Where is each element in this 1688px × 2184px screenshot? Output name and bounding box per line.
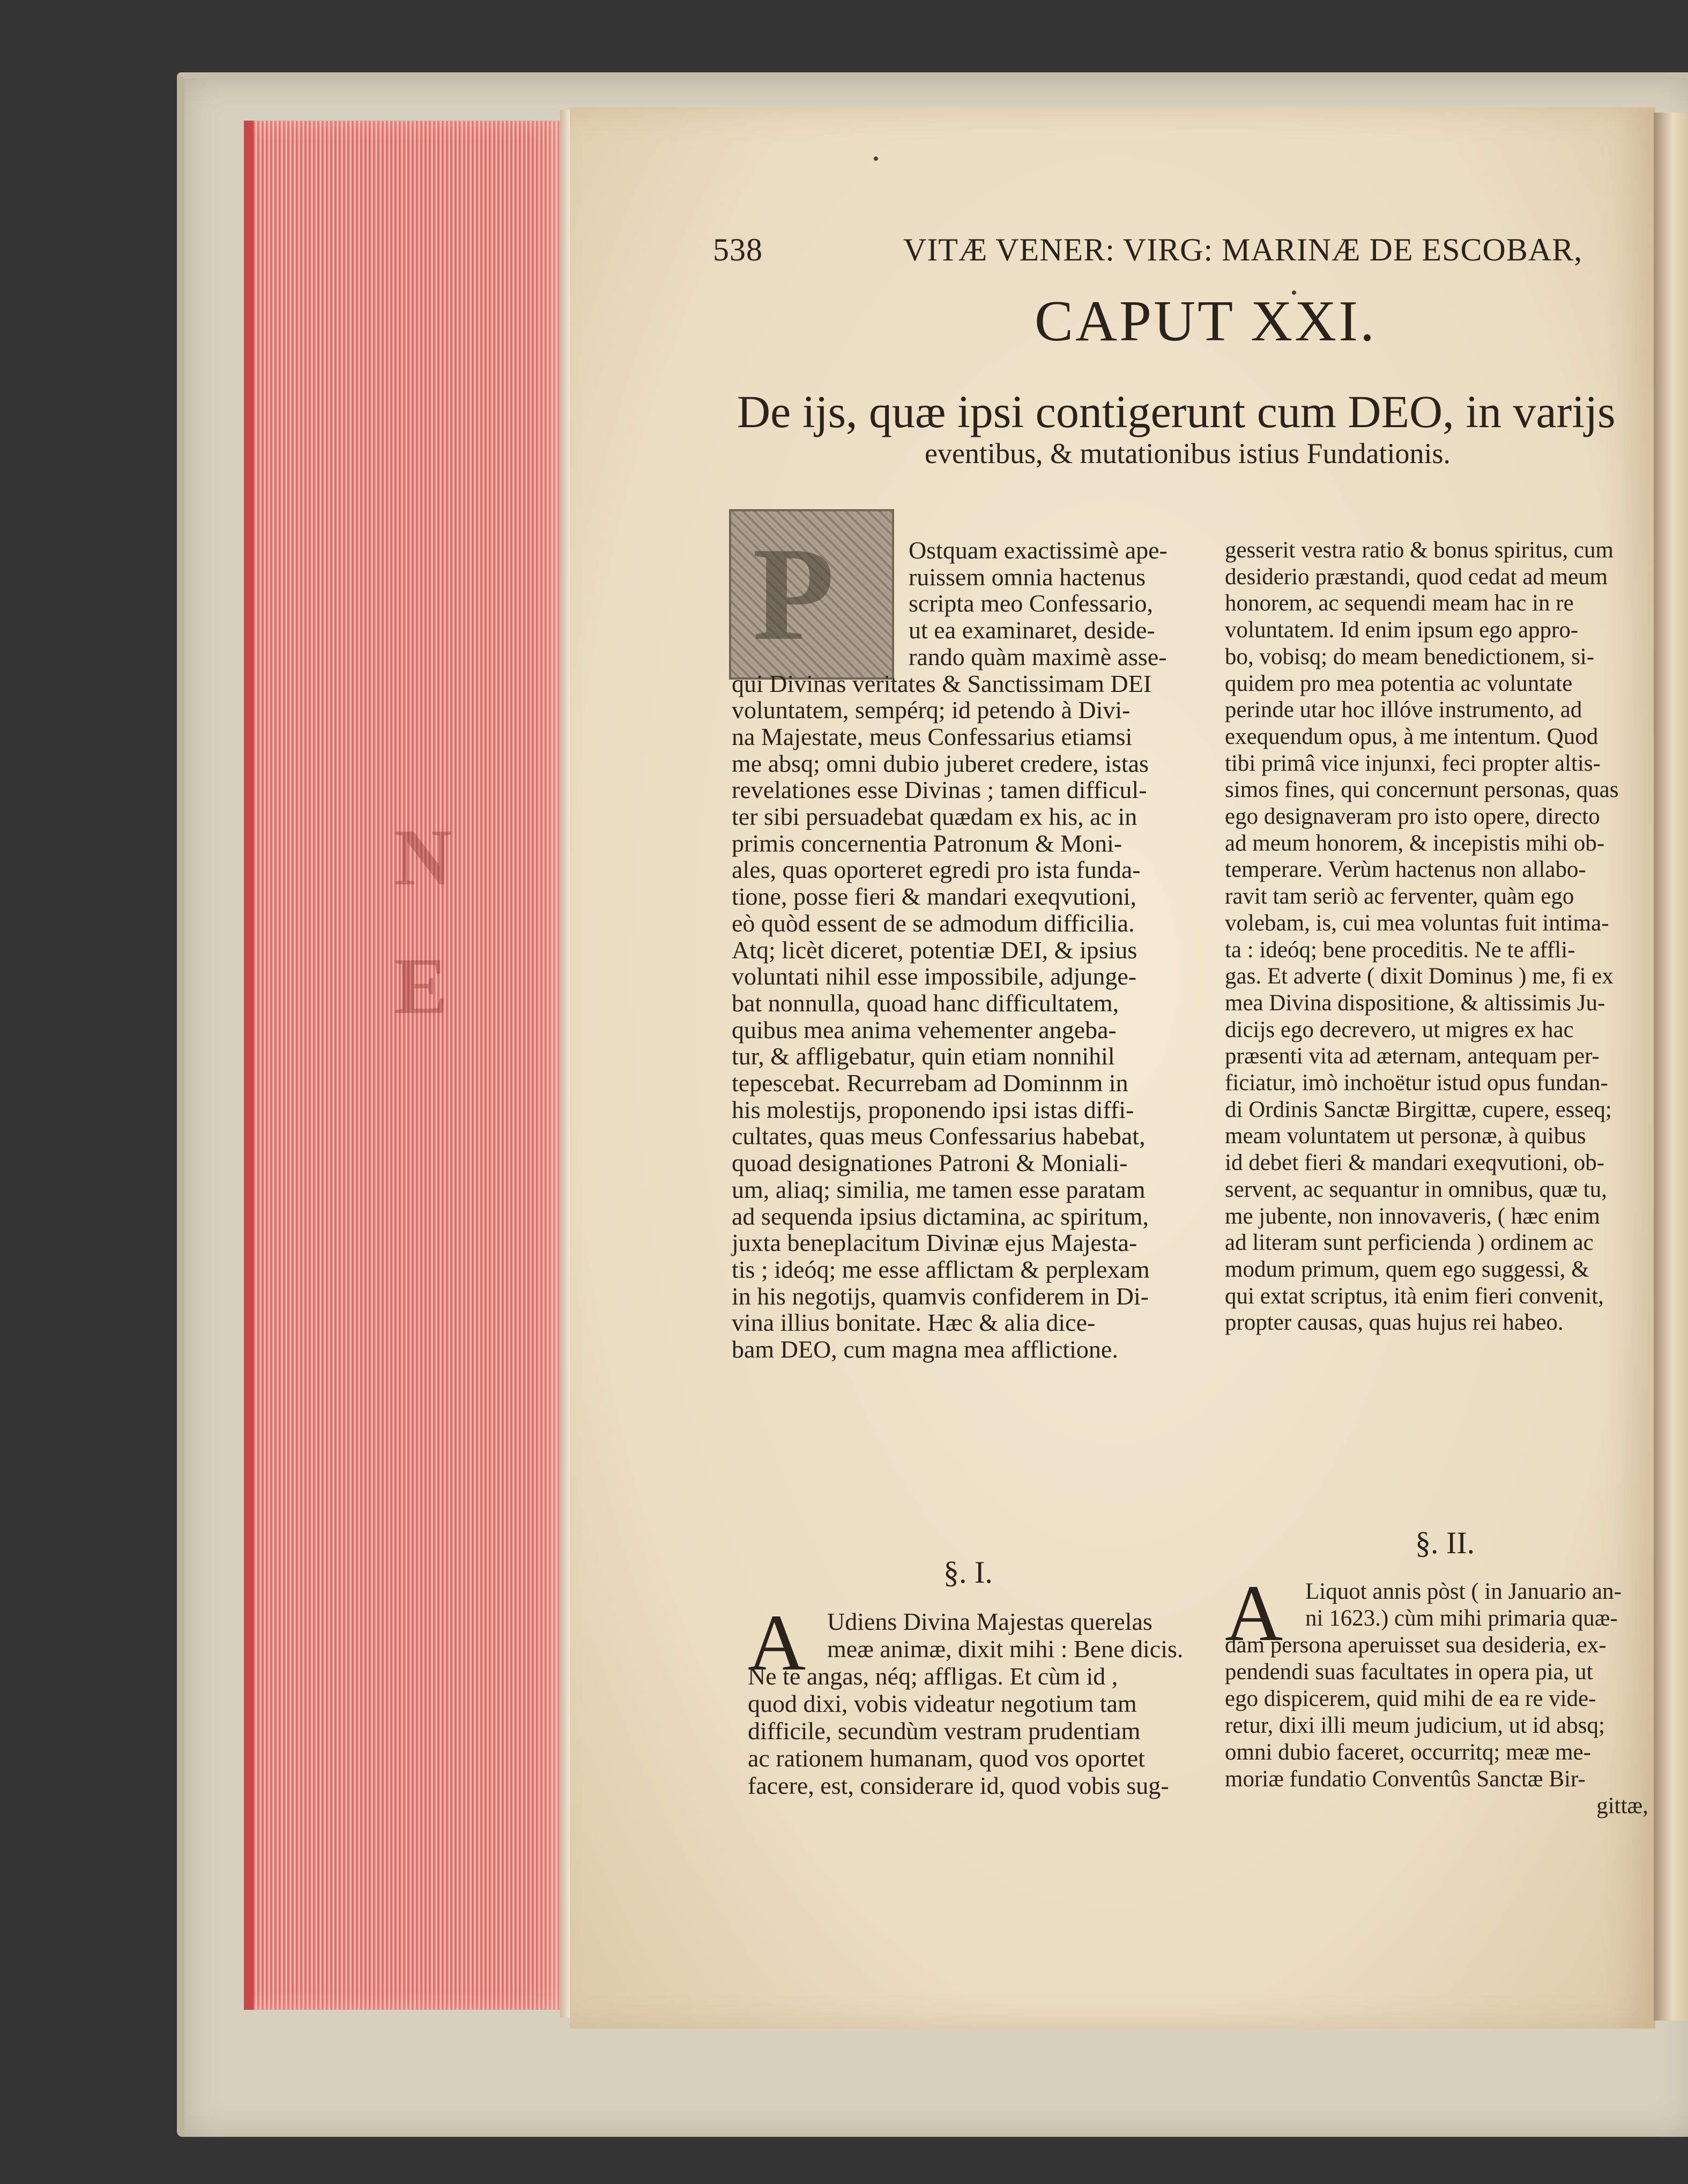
text-line: rando quàm maximè asse- <box>909 643 1167 670</box>
text-line: in his negotijs, quamvis confiderem in Di- <box>732 1282 1149 1310</box>
running-head <box>713 232 1635 274</box>
text-line: honorem, ac sequendi meam hac in re <box>1225 591 1574 616</box>
text-line: tis ; ideóq; me esse afflictam & perplexam <box>732 1255 1150 1283</box>
chapter-number: CAPUT XXI. <box>1035 289 1377 353</box>
text-line: di Ordinis Sanctæ Birgittæ, cupere, esseq; <box>1225 1097 1612 1122</box>
text-line: tepescebat. Recurrebam ad Dominnm in <box>732 1069 1128 1097</box>
text-line: Liquot annis pòst ( in Januario an- <box>1305 1579 1622 1604</box>
initial-letter: P <box>753 520 835 668</box>
text-line: dam persona aperuisset sua desideria, ex- <box>1225 1633 1607 1658</box>
text-line: meam voluntatem ut personæ, à quibus <box>1225 1123 1586 1149</box>
text-line: mea Divina dispositione, & altissimis Ju- <box>1225 990 1605 1016</box>
text-line: eò quòd essent de se admodum difficilia. <box>732 909 1135 937</box>
text-line: tione, posse fieri & mandari exeqvutioni, <box>732 883 1136 911</box>
text-line: ni 1623.) cùm mihi primaria quæ- <box>1305 1606 1618 1631</box>
text-line: scripta meo Confessario, <box>909 590 1154 617</box>
text-line: um, aliaq; similia, me tamen esse paratam <box>732 1175 1146 1203</box>
section-initial: A <box>748 1598 806 1687</box>
text-line: quidem pro mea potentia ac voluntate <box>1225 670 1573 696</box>
text-line: servent, ac sequantur in omnibus, quæ tu, <box>1225 1176 1607 1202</box>
text-line: Udiens Divina Majestas querelas <box>827 1608 1152 1635</box>
text-line: juxta beneplacitum Divinæ ejus Majesta- <box>732 1229 1137 1257</box>
text-line: ad literam sunt perficienda ) ordinem ac <box>1225 1230 1594 1256</box>
section-text <box>1225 1578 1648 1820</box>
text-line: quibus mea anima vehementer angeba- <box>732 1016 1117 1043</box>
text-line: me jubente, non innovaveris, ( hæc enim <box>1225 1203 1600 1229</box>
page-edges-red <box>244 121 570 2010</box>
text-line: Ne te angas, néq; affligas. Et cùm id , <box>748 1663 1118 1690</box>
text-line: na Majestate, meus Confessarius etiamsi <box>732 722 1133 750</box>
text-line: ruissem omnia hactenus <box>909 563 1146 591</box>
text-line: bam DEO, cum magna mea afflictione. <box>732 1336 1118 1363</box>
text-line: quod dixi, vobis videatur negotium tam <box>748 1690 1137 1717</box>
text-line: ta : ideóq; bene proceditis. Ne te affli- <box>1225 937 1575 963</box>
text-line: propter causas, quas hujus rei habeo. <box>1225 1310 1564 1336</box>
text-line: difficile, secundùm vestram prudentiam <box>748 1717 1141 1745</box>
facing-page-gutter <box>1654 113 1688 2021</box>
section-text <box>748 1608 1230 1799</box>
text-line: bo, vobisq; do meam benedictionem, si- <box>1225 644 1595 669</box>
running-title: VITÆ VENER: VIRG: MARINÆ DE ESCOBAR, <box>903 232 1583 267</box>
text-line: ad meum honorem, & incepistis mihi ob- <box>1225 830 1605 856</box>
text-column-left <box>732 537 1230 1363</box>
text-line: volebam, is, cui mea voluntas fuit intima- <box>1225 910 1609 936</box>
text-line: me absq; omni dubio juberet credere, istas <box>732 749 1149 777</box>
text-line: omni dubio faceret, occurritq; meæ me- <box>1225 1740 1591 1765</box>
text-line: facere, est, considerare id, quod vobis sug- <box>748 1772 1169 1799</box>
text-line: qui Divinas veritates & Sanctissimam DEI <box>732 669 1152 697</box>
text-line: dicijs ego decrevero, ut migres ex hac <box>1225 1017 1574 1042</box>
text-line: ales, quas oporteret egredi pro ista funda- <box>732 856 1141 884</box>
text-line: ad sequenda ipsius dictamina, ac spiritum, <box>732 1202 1149 1230</box>
chapter-title-line2: eventibus, & mutationibus istius Fundationis. <box>925 437 1451 469</box>
text-line: revelationes esse Divinas ; tamen difficul- <box>732 776 1147 804</box>
text-line: ut ea examinaret, deside- <box>909 616 1155 644</box>
section-initial: A <box>1225 1569 1283 1658</box>
page-number: 538 <box>713 232 763 267</box>
text-line: ego designaveram pro isto opere, directo <box>1225 804 1600 830</box>
text-line: ego dispicerem, quid mihi de ea re vide- <box>1225 1686 1596 1711</box>
ink-speck <box>874 156 878 161</box>
text-line: meæ animæ, dixit mihi : Bene dicis. <box>827 1635 1184 1663</box>
section-heading: §. I. <box>943 1555 993 1590</box>
text-line: tur, & affligebatur, quin etiam nonnihil <box>732 1042 1115 1070</box>
text-line: Atq; licèt diceret, potentiæ DEI, & ipsius <box>732 936 1137 964</box>
text-line: perinde utar hoc illóve instrumento, ad <box>1225 697 1582 723</box>
text-line: his molestijs, proponendo ipsi istas diffi- <box>732 1095 1134 1123</box>
text-line: voluntati nihil esse impossibile, adjunge- <box>732 963 1137 990</box>
text-line: tibi primâ vice injunxi, feci propter altis- <box>1225 750 1601 776</box>
text-line: simos fines, qui concernunt personas, quas <box>1225 777 1619 803</box>
text-line: gesserit vestra ratio & bonus spiritus, cum <box>1225 538 1613 563</box>
text-line: primis concernentia Patronum & Moni- <box>732 829 1122 857</box>
text-line: moriæ fundatio Conventûs Sanctæ Bir- <box>1225 1766 1586 1792</box>
text-line: pendendi suas facultates in opera pia, ut <box>1225 1659 1593 1684</box>
chapter-title-line1: De ijs, quæ ipsi contigerunt cum DEO, in varijs <box>737 386 1616 437</box>
text-column-right <box>1225 537 1648 1336</box>
catchword: gittæ, <box>1596 1793 1648 1818</box>
text-line: modum primum, quem ego suggessi, & <box>1225 1256 1589 1282</box>
bleed-through-marks: N E <box>394 813 452 1031</box>
text-line: præsenti vita ad æternam, antequam per- <box>1225 1043 1600 1069</box>
section-heading: §. II. <box>1415 1525 1475 1560</box>
text-line: voluntatem. Id enim ipsum ego appro- <box>1225 617 1579 643</box>
text-line: Ostquam exactissimè ape- <box>909 536 1168 564</box>
text-line: ac rationem humanam, quod vos oportet <box>748 1745 1145 1772</box>
text-line: id debet fieri & mandari exeqvutioni, ob- <box>1225 1150 1605 1176</box>
text-line: ravit tam seriò ac ferventer, quàm ego <box>1225 884 1574 910</box>
page-fore-edge <box>560 110 570 2018</box>
text-line: voluntatem, sempérq; id petendo à Divi- <box>732 696 1131 724</box>
text-line: quoad designationes Patroni & Moniali- <box>732 1149 1128 1177</box>
text-line: exequendum opus, à me intentum. Quod <box>1225 724 1598 749</box>
text-line: retur, dixi illi meum judicium, ut id absq; <box>1225 1713 1605 1738</box>
text-line: cultates, quas meus Confessarius habebat, <box>732 1122 1146 1150</box>
text-line: bat nonnulla, quoad hanc difficultatem, <box>732 989 1119 1017</box>
text-line: gas. Et adverte ( dixit Dominus ) me, fi ex <box>1225 964 1613 989</box>
text-line: ficiatur, imò inchoëtur istud opus fundan- <box>1225 1070 1608 1096</box>
text-line: temperare. Verùm hactenus non allabo- <box>1225 857 1586 883</box>
text-line: ter sibi persuadebat quædam ex his, ac in <box>732 803 1137 831</box>
text-line: desiderio præstandi, quod cedat ad meum <box>1225 564 1608 590</box>
text-line: vina illius bonitate. Hæc & alia dice- <box>732 1309 1096 1337</box>
text-line: qui extat scriptus, ità enim fieri convenit, <box>1225 1283 1604 1309</box>
